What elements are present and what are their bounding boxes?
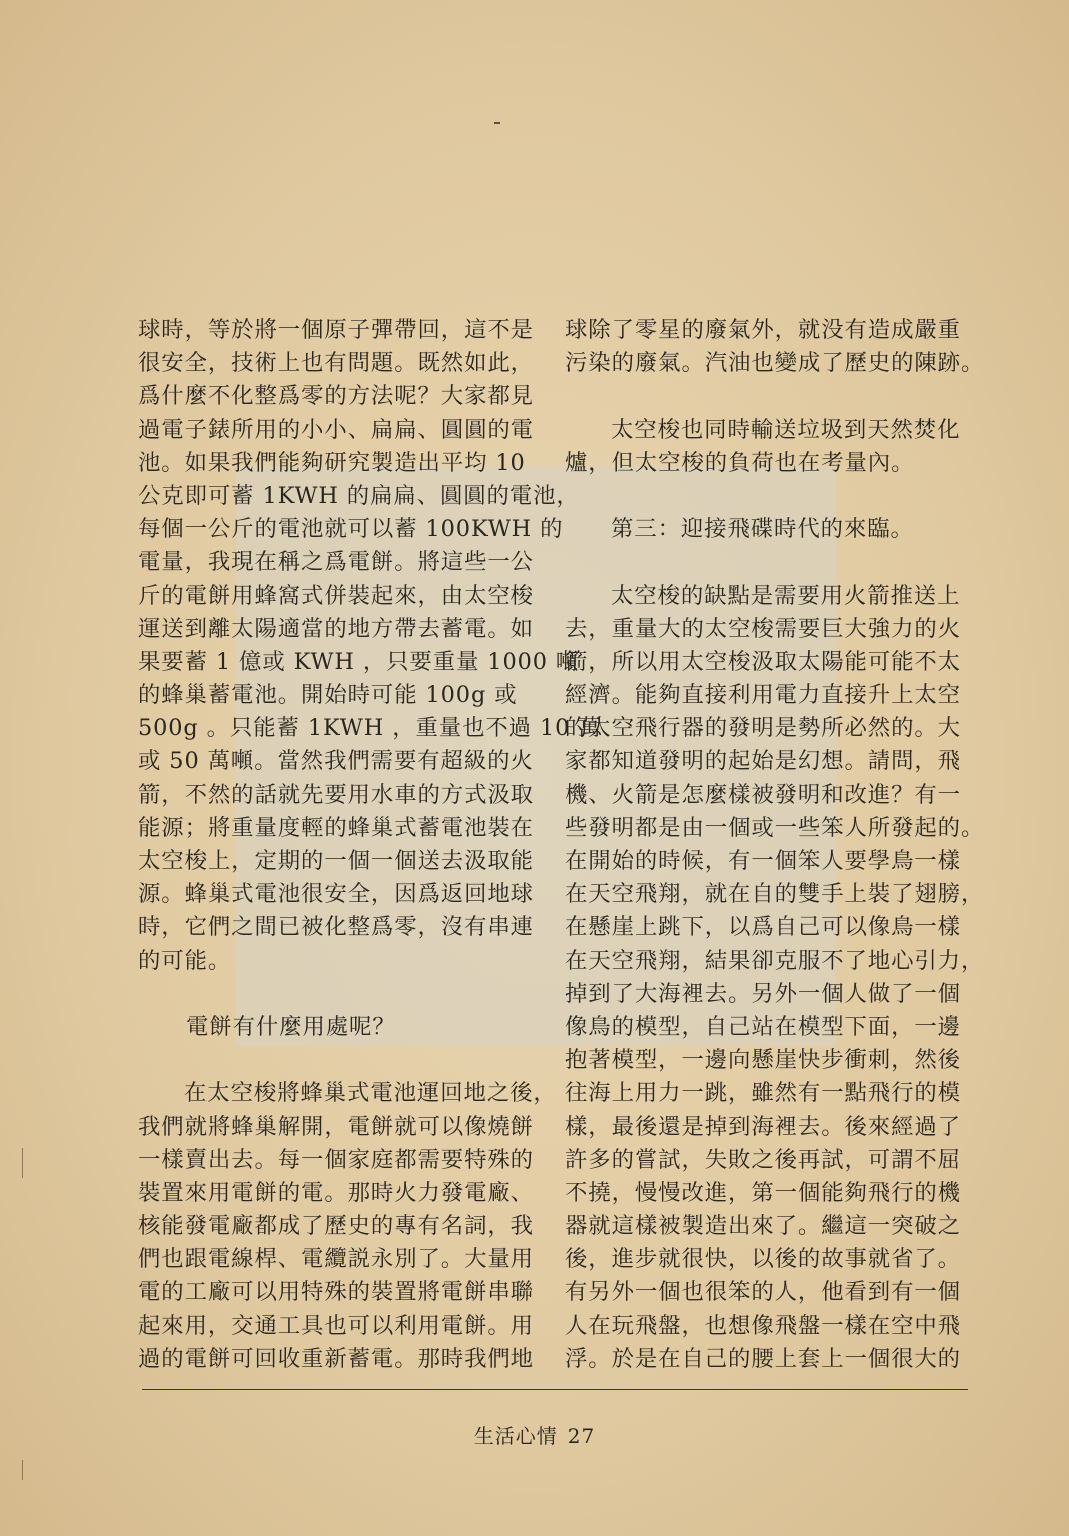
text-line: 500g 。只能蓄 1KWH ，重量也不過 10 萬 xyxy=(138,715,602,742)
text-line: 運送到離太陽適當的地方帶去蓄電。如 xyxy=(138,615,534,642)
text-line: 不撓，慢慢改進，第一個能夠飛行的機 xyxy=(565,1179,961,1206)
text-line: 電量，我現在稱之爲電餅。將這些一公 xyxy=(138,549,534,576)
text-line: 我們就將蜂巢解開，電餅就可以像燒餅 xyxy=(138,1113,534,1140)
text-line: 源。蜂巢式電池很安全，因爲返回地球 xyxy=(138,881,534,908)
text-line: 很安全，技術上也有問題。既然如此， xyxy=(138,350,534,377)
text-line: 機、火箭是怎麼樣被發明和改進？有一 xyxy=(565,781,961,808)
edge-mark xyxy=(22,1460,23,1480)
text-line: 裝置來用電餅的電。那時火力發電廠、 xyxy=(138,1179,534,1206)
text-line: 球除了零星的廢氣外，就没有造成嚴重 xyxy=(565,317,961,343)
left-paragraph-1 xyxy=(138,314,602,978)
text-line: 爐，但太空梭的負荷也在考量內。 xyxy=(565,449,915,476)
text-line: 一樣賣出去。每一個家庭都需要特殊的 xyxy=(138,1146,534,1173)
text-line: 掉到了大海裡去。另外一個人做了一個 xyxy=(565,980,961,1007)
text-line: 後，進步就很快，以後的故事就省了。 xyxy=(565,1246,961,1273)
text-line: 箭，不然的話就先要用水車的方式汲取 xyxy=(138,781,534,808)
page-footer xyxy=(0,1420,1069,1449)
text-line: 的可能。 xyxy=(138,947,232,974)
text-line: 過的電餅可回收重新蓄電。那時我們地 xyxy=(138,1345,534,1372)
text-line: 浮。於是在自己的腰上套上一個很大的 xyxy=(565,1345,961,1372)
text-line: 家都知道發明的起始是幻想。請問，飛 xyxy=(565,748,961,775)
right-column xyxy=(565,314,985,1376)
text-line: 去，重量大的太空梭需要巨大強力的火 xyxy=(565,615,961,642)
text-line: 的蜂巢蓄電池。開始時可能 100g 或 xyxy=(138,682,518,709)
text-line: 在開始的時候，有一個笨人要學鳥一樣 xyxy=(565,848,961,874)
text-line: 污染的廢氣。汽油也變成了歷史的陳跡。 xyxy=(565,350,985,377)
text-line: 往海上用力一跳，雖然有一點飛行的模 xyxy=(565,1080,961,1107)
text-line: 果要蓄 1 億或 KWH ，只要重量 1000 噸 xyxy=(138,648,580,675)
text-line: 經濟。能夠直接利用電力直接升上太空 xyxy=(565,682,961,709)
page-number: 27 xyxy=(567,1424,596,1448)
text-line: 們也跟電線桿、電纜説永別了。大量用 xyxy=(138,1246,534,1273)
text-line: 過電子錶所用的小小、扁扁、圓圓的電 xyxy=(138,416,534,443)
text-line: 太空梭也同時輸送垃圾到天然焚化 xyxy=(611,416,961,443)
left-column xyxy=(138,314,602,1376)
left-paragraph-2 xyxy=(138,1077,557,1376)
text-line: 器就這樣被製造出來了。繼這一突破之 xyxy=(565,1213,961,1240)
text-line: 池。如果我們能夠研究製造出平均 10 xyxy=(138,449,526,476)
text-line: 太空梭的缺點是需要用火箭推送上 xyxy=(611,582,961,609)
text-line: 像鳥的模型，自己站在模型下面，一邊 xyxy=(565,1013,961,1040)
text-line: 公克即可蓄 1KWH 的扁扁、圓圓的電池， xyxy=(138,482,580,509)
text-line: 的太空飛行器的發明是勢所必然的。大 xyxy=(565,715,961,742)
text-line: 太空梭上，定期的一個一個送去汲取能 xyxy=(138,848,534,874)
text-line: 抱著模型，一邊向懸崖快步衝刺，然後 xyxy=(565,1047,961,1074)
text-line: 爲什麼不化整爲零的方法呢？大家都見 xyxy=(138,383,534,410)
text-line: 能源；將重量度輕的蜂巢式蓄電池裝在 xyxy=(138,814,534,841)
text-line: 電的工廠可以用特殊的裝置將電餅串聯 xyxy=(138,1279,534,1306)
footer-divider xyxy=(142,1389,968,1390)
text-line: 在太空梭將蜂巢式電池運回地之後， xyxy=(184,1080,557,1107)
text-line: 在天空飛翔，就在自的雙手上裝了翅膀， xyxy=(565,881,985,908)
text-line: 核能發電廠都成了歷史的專有名詞，我 xyxy=(138,1213,534,1240)
text-line: 起來用，交通工具也可以利用電餅。用 xyxy=(138,1312,534,1339)
print-mark xyxy=(494,122,500,124)
section-heading-left: 電餅有什麼用處呢？ xyxy=(186,1013,396,1040)
section-heading-right: 第三：迎接飛碟時代的來臨。 xyxy=(611,516,914,543)
text-line: 有另外一個也很笨的人，他看到有一個 xyxy=(565,1279,961,1306)
right-paragraph-1 xyxy=(565,314,985,380)
text-line: 些發明都是由一個或一些笨人所發起的。 xyxy=(565,814,985,841)
right-paragraph-3 xyxy=(565,580,985,1377)
text-line: 時，它們之間已被化整爲零，沒有串連 xyxy=(138,914,534,941)
footer-title: 生活心情 xyxy=(473,1424,558,1448)
text-line: 斤的電餅用蜂窩式併裝起來，由太空梭 xyxy=(138,582,534,609)
text-line: 許多的嘗試，失敗之後再試，可謂不屈 xyxy=(565,1146,961,1173)
text-line: 或 50 萬噸。當然我們需要有超級的火 xyxy=(138,748,534,775)
right-paragraph-2 xyxy=(565,414,975,480)
text-line: 每個一公斤的電池就可以蓄 100KWH 的 xyxy=(138,516,564,543)
text-line: 在天空飛翔，結果卻克服不了地心引力， xyxy=(565,947,985,974)
text-line: 樣，最後還是掉到海裡去。後來經過了 xyxy=(565,1113,961,1140)
text-line: 在懸崖上跳下，以爲自己可以像鳥一樣 xyxy=(565,914,961,941)
edge-mark xyxy=(22,1148,23,1178)
text-line: 人在玩飛盤，也想像飛盤一樣在空中飛 xyxy=(565,1312,961,1339)
text-line: 箭，所以用太空梭汲取太陽能可能不太 xyxy=(565,648,961,675)
text-line: 球時，等於將一個原子彈帶回，這不是 xyxy=(138,317,534,343)
